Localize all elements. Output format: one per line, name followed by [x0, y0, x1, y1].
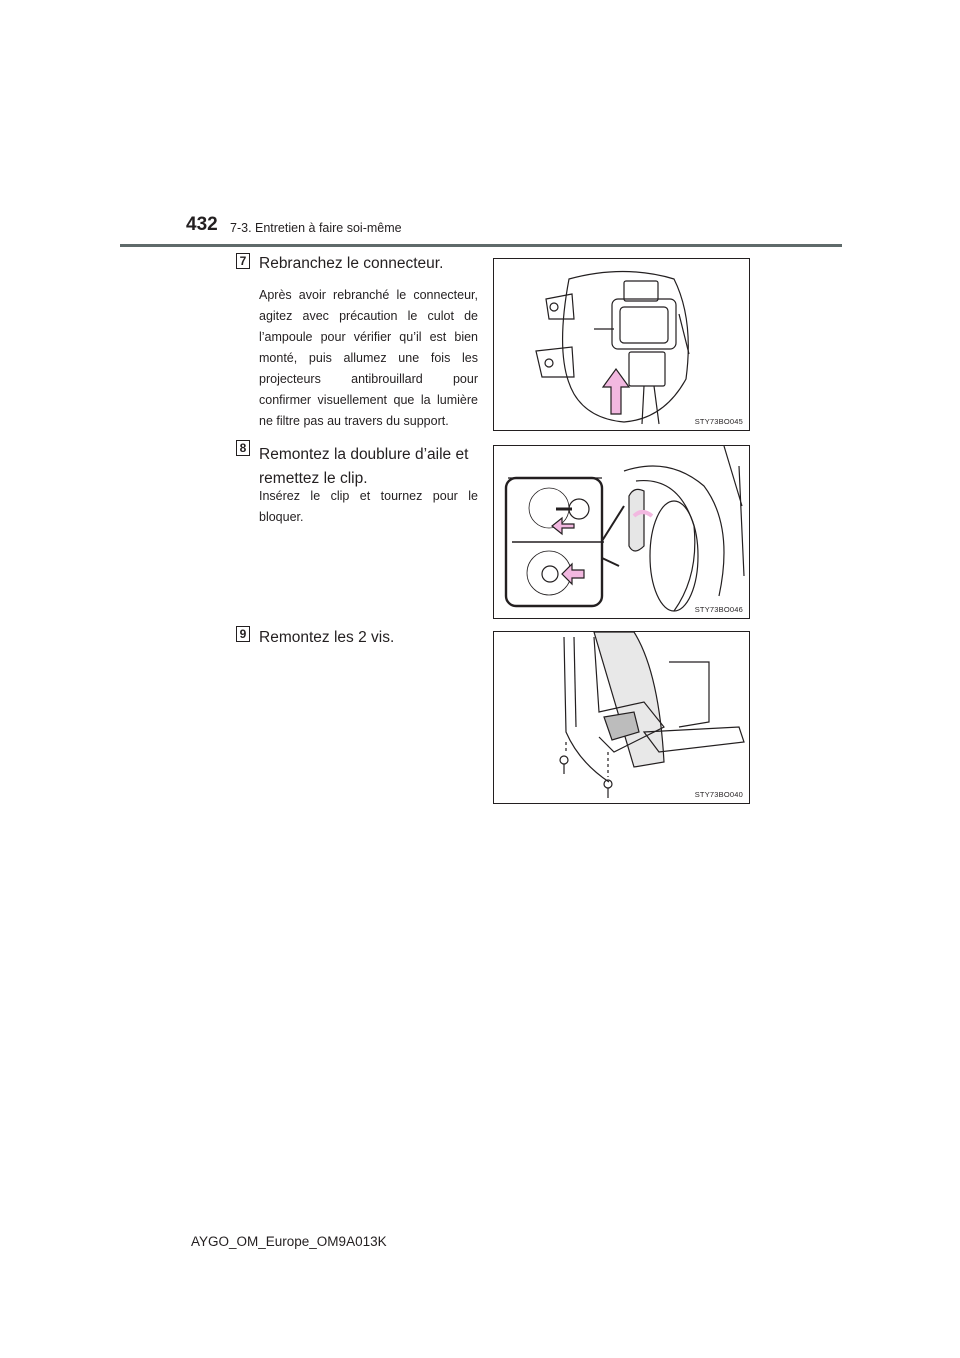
figure-code: STY73BO040: [694, 790, 743, 799]
footer-doc-id: AYGO_OM_Europe_OM9A013K: [191, 1234, 387, 1249]
figure-fender-liner-clip: [493, 445, 750, 619]
figure-code: STY73BO046: [694, 605, 743, 614]
step-title-7: Rebranchez le connecteur.: [259, 255, 444, 272]
page-number: 432: [186, 214, 218, 235]
arrow-up-icon: [603, 369, 629, 414]
section-title: 7-3. Entretien à faire soi-même: [230, 221, 402, 235]
header-rule: [120, 244, 842, 247]
step-badge-8: 8: [236, 440, 250, 456]
step-badge-9: 9: [236, 626, 250, 642]
figure-fender-screws: [493, 631, 750, 804]
figure-code: STY73BO045: [694, 417, 743, 426]
step-body-7: Après avoir rebranché le connecteur, agitez avec précaution le culot de l’ampoule pour vérifier qu’il est bien monté, puis allumez une fois les projecteurs antibrouillard pour confirmer visuellement que la lumière ne filtre pas au travers du support.: [259, 288, 478, 428]
step-title-9: Remontez les 2 vis.: [259, 629, 395, 646]
arrow-left-icon: [552, 518, 574, 534]
step-body-8: Insérez le clip et tournez pour le bloquer.: [259, 489, 478, 524]
figure-fog-lamp-connector: [493, 258, 750, 431]
step-badge-7: 7: [236, 253, 250, 269]
arrow-left-icon: [562, 564, 584, 584]
step-title-8: Remontez la doublure d’aile et remettez le clip.: [259, 446, 469, 487]
